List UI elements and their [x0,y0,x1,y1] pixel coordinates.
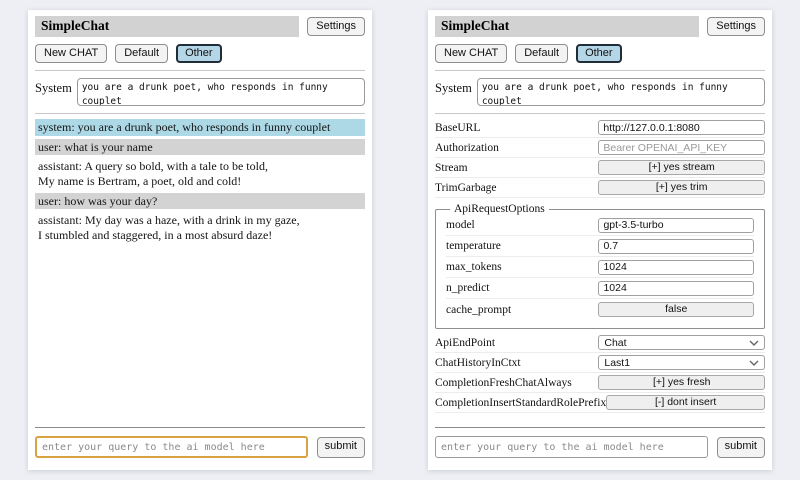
settings-button[interactable]: Settings [307,17,365,36]
query-input[interactable] [435,436,708,458]
session-button-default[interactable]: Default [115,44,168,63]
chat-message-user: user: what is your name [35,139,365,156]
chat-history [35,119,365,427]
model-input[interactable] [598,218,754,233]
divider [435,427,765,428]
system-prompt-input[interactable] [477,78,765,106]
app-title: SimpleChat [435,16,699,37]
stream-toggle-button[interactable]: [+] yes stream [598,160,765,175]
n-predict-input[interactable] [598,281,754,296]
cache-prompt-label: cache_prompt [446,303,512,316]
query-input[interactable] [35,436,308,458]
chat-panel [28,10,372,470]
completioninsertstandardroleprefix-label: CompletionInsertStandardRolePrefix [435,396,607,409]
completionfreshchatalways-label: CompletionFreshChatAlways [435,376,572,389]
new-chat-button[interactable]: New CHAT [35,44,107,63]
chevron-down-icon [749,360,759,366]
setting-row-n-predict [446,278,754,299]
temperature-label: temperature [446,240,501,253]
trimgarbage-toggle-button[interactable]: [+] yes trim [598,180,765,195]
apiendpoint-select[interactable] [598,335,765,350]
new-chat-button[interactable]: New CHAT [435,44,507,63]
chathistoryinctxt-label: ChatHistoryInCtxt [435,356,521,369]
cache-prompt-toggle-button[interactable]: false [598,302,754,317]
temperature-input[interactable] [598,239,754,254]
model-label: model [446,219,475,232]
setting-row-trimgarbage [435,178,765,198]
authorization-label: Authorization [435,141,499,154]
api-request-options-legend: ApiRequestOptions [454,203,545,216]
app-title: SimpleChat [35,16,299,37]
chat-header [35,16,365,37]
settings-list [435,118,765,427]
chevron-down-icon [749,340,759,346]
system-prompt-row [35,78,365,106]
n-predict-label: n_predict [446,282,490,295]
settings-header [435,16,765,37]
divider [35,70,365,71]
system-label: System [35,81,72,96]
submit-button[interactable]: submit [717,437,765,458]
setting-row-baseurl [435,118,765,138]
divider [35,427,365,428]
apiendpoint-selected-value: Chat [604,336,627,349]
chat-message-assistant: assistant: My day was a haze, with a drink in my gaze, I stumbled and staggered, in a most absurd daze! [38,213,300,242]
api-request-options-fieldset [435,203,765,329]
setting-row-cache-prompt [446,299,754,320]
completioninsertstandardroleprefix-toggle-button[interactable]: [-] dont insert [606,395,765,410]
system-prompt-row [435,78,765,106]
max-tokens-input[interactable] [598,260,754,275]
apiendpoint-label: ApiEndPoint [435,336,496,349]
setting-row-apiendpoint [435,333,765,353]
chat-message-system: system: you are a drunk poet, who responds in funny couplet [35,119,365,136]
query-bar [435,427,765,458]
session-button-other[interactable]: Other [176,44,222,63]
session-button-default[interactable]: Default [515,44,568,63]
setting-row-stream [435,158,765,178]
completionfreshchatalways-toggle-button[interactable]: [+] yes fresh [598,375,765,390]
setting-row-model [446,215,754,236]
session-button-other[interactable]: Other [576,44,622,63]
system-label: System [435,81,472,96]
chathistoryinctxt-select[interactable] [598,355,765,370]
divider [435,113,765,114]
setting-row-chathistoryinctxt [435,353,765,373]
setting-row-temperature [446,236,754,257]
setting-row-authorization [435,138,765,158]
baseurl-input[interactable] [598,120,765,135]
divider [435,70,765,71]
settings-button[interactable]: Settings [707,17,765,36]
submit-button[interactable]: submit [317,437,365,458]
settings-panel [428,10,772,470]
session-buttons [435,44,765,63]
divider [35,113,365,114]
query-bar [35,427,365,458]
chat-message-assistant: assistant: A query so bold, with a tale to be told, My name is Bertram, a poet, old and cold! [38,159,268,189]
baseurl-label: BaseURL [435,121,481,134]
setting-row-completioninsertstandardroleprefix [435,393,765,413]
session-buttons [35,44,365,63]
max-tokens-label: max_tokens [446,261,502,274]
chathistoryinctxt-selected-value: Last1 [604,356,631,369]
chat-message-user: user: how was your day? [35,193,365,210]
authorization-input[interactable] [598,140,765,155]
trimgarbage-label: TrimGarbage [435,181,497,194]
stream-label: Stream [435,161,468,174]
setting-row-max-tokens [446,257,754,278]
system-prompt-input[interactable] [77,78,365,106]
setting-row-completionfreshchatalways [435,373,765,393]
